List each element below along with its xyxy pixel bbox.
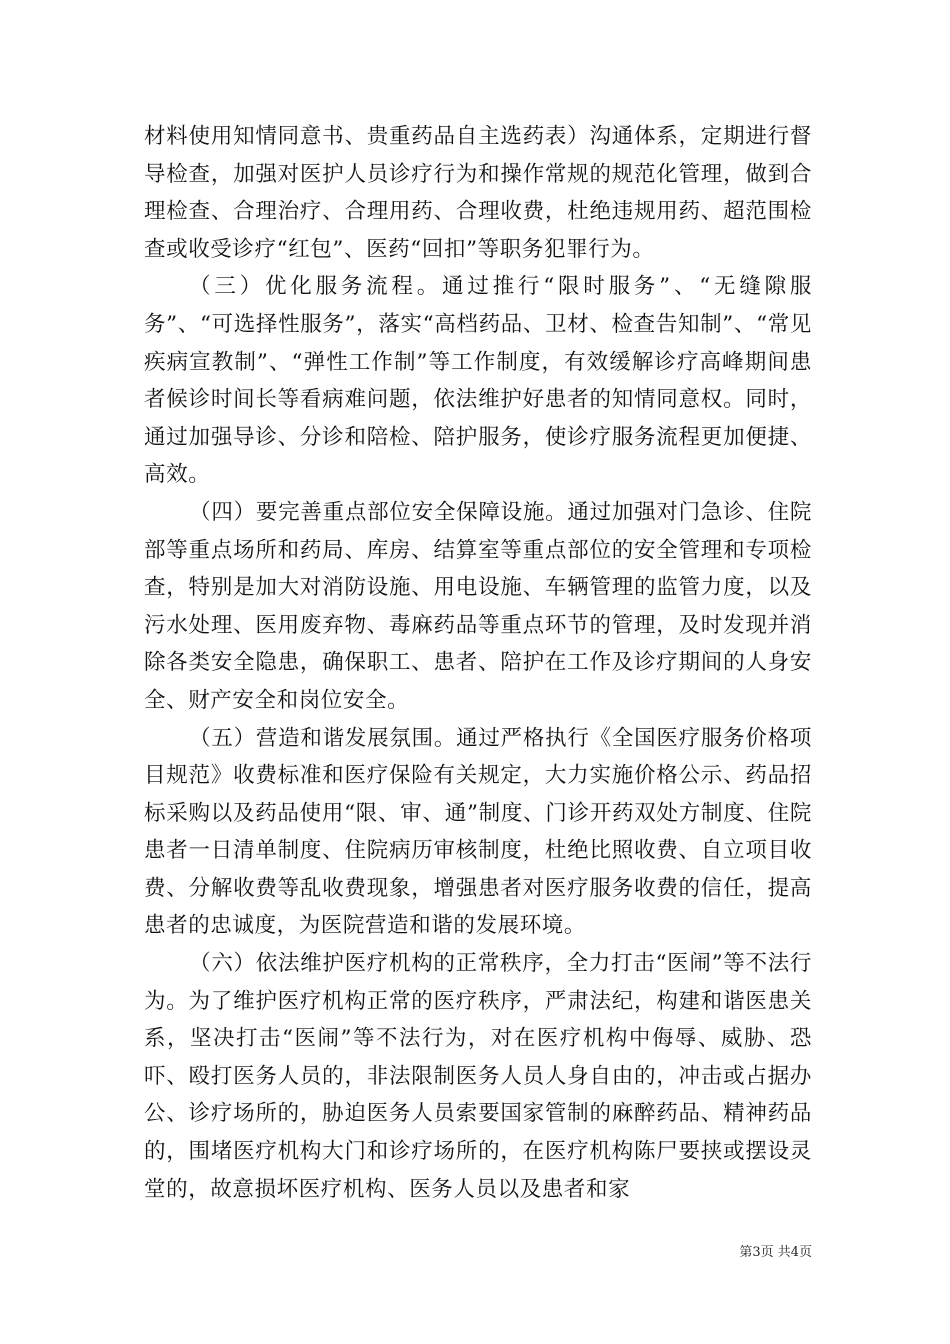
paragraph-harmonious-atmosphere: （五）营造和谐发展氛围。通过严格执行《全国医疗服务价格项目规范》收费标准和医疗保险有关规定，大力实施价格公示、药品招标采购以及药品使用“限、审、通”制度、门诊开药双处方制度、住院患者一日清单制度、住院病历审核制度，杜绝比照收费、自立项目收费、分解收费等乱收费现象，增强患者对医疗服务收费的信任，提高患者的忠诚度，为医院营造和谐的发展环境。	[144, 725, 812, 939]
page-number: 第3页 共4页	[739, 1245, 812, 1260]
paragraph-continuation: 材料使用知情同意书、贵重药品自主选药表）沟通体系，定期进行督导检查，加强对医护人员诊疗行为和操作常规的规范化管理，做到合理检查、合理治疗、合理用药、合理收费，杜绝违规用药、超范围检查或收受诊疗“红包”、医药“回扣”等职务犯罪行为。	[144, 124, 812, 262]
paragraph-optimize-service: （三）优化服务流程。通过推行“限时服务”、“无缝隙服务”、“可选择性服务”，落实“高档药品、卫材、检查告知制”、“常见疾病宣教制”、“弹性工作制”等工作制度，有效缓解诊疗高峰期间患者候诊时间长等看病难问题，依法维护好患者的知情同意权。同时，通过加强导诊、分诊和陪检、陪护服务，使诊疗服务流程更加便捷、高效。	[144, 274, 812, 488]
paragraph-safety-facilities: （四）要完善重点部位安全保障设施。通过加强对门急诊、住院部等重点场所和药局、库房、结算室等重点部位的安全管理和专项检查，特别是加大对消防设施、用电设施、车辆管理的监管力度，以及污水处理、医用废弃物、毒麻药品等重点环节的管理，及时发现并消除各类安全隐患，确保职工、患者、陪护在工作及诊疗期间的人身安全、财产安全和岗位安全。	[144, 499, 812, 713]
document-body	[144, 118, 812, 1208]
paragraph-medical-order: （六）依法维护医疗机构的正常秩序，全力打击“医闹”等不法行为。为了维护医疗机构正常的医疗秩序，严肃法纪，构建和谐医患关系，坚决打击“医闹”等不法行为，对在医疗机构中侮辱、威胁、恐吓、殴打医务人员的，非法限制医务人员人身自由的，冲击或占据办公、诊疗场所的，胁迫医务人员索要国家管制的麻醉药品、精神药品的，围堵医疗机构大门和诊疗场所的，在医疗机构陈尸要挟或摆设灵堂的，故意损坏医疗机构、医务人员以及患者和家	[144, 951, 812, 1202]
